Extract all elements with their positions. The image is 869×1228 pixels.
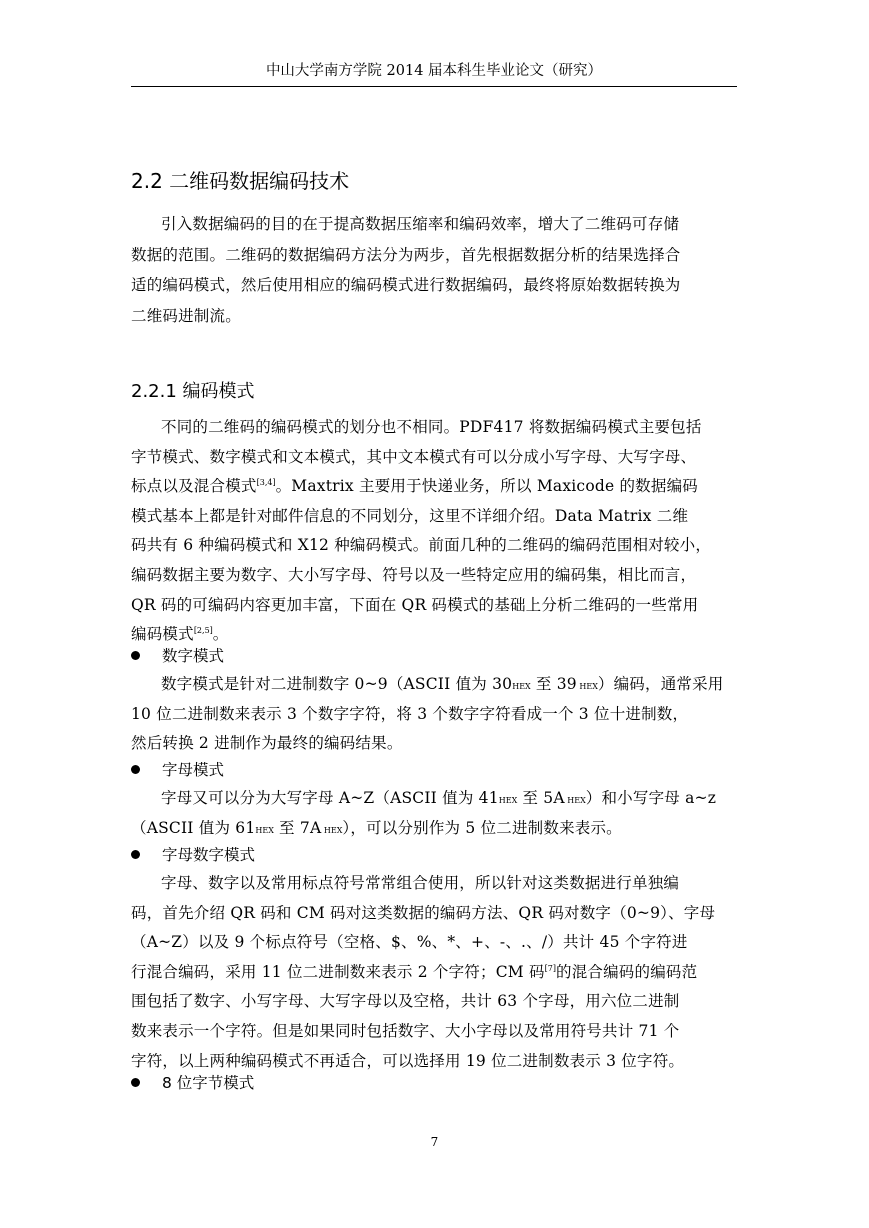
paragraph-line: 码共有 6 种编码模式和 X12 种编码模式。前面几种的二维码的编码范围相对较小， <box>131 536 712 555</box>
section-heading-2-2-1: 2.2.1 编码模式 <box>131 381 255 402</box>
text-segment: 字母又可以分为大写字母 A~Z（ASCII 值为 41 <box>161 789 499 807</box>
paragraph-line: 字符，以上两种编码模式不再适合，可以选择用 19 位二进制数表示 3 位字符。 <box>131 1051 685 1070</box>
text-segment: 编码模式 <box>131 625 194 644</box>
bullet-title: 数字模式 <box>162 647 225 665</box>
text-segment: 至 7A <box>273 818 322 837</box>
paragraph-line: 模式基本上都是针对邮件信息的不同划分，这里不详细介绍。Data Matrix 二维 <box>131 506 689 525</box>
section-heading-2-2: 2.2 二维码数据编码技术 <box>131 169 350 193</box>
paragraph-line: 数据的范围。二维码的数据编码方法分为两步，首先根据数据分析的结果选择合 <box>131 245 681 264</box>
paragraph-line: QR 码的可编码内容更加丰富，下面在 QR 码模式的基础上分析二维码的一些常用 <box>131 595 699 614</box>
text-segment: 。Maxtrix 主要用于快递业务，所以 Maxicode 的数据编码 <box>275 477 698 496</box>
text-segment: 行混合编码，采用 11 位二进制数来表示 2 个字符；CM 码 <box>131 962 545 981</box>
bullet-dot-icon <box>131 1078 140 1087</box>
running-header: 中山大学南方学院 2014 届本科生毕业论文（研究） <box>131 58 737 87</box>
text-segment: 标点以及混合模式 <box>131 477 257 496</box>
bullet-alphanumeric-mode <box>131 842 255 868</box>
bullet-dot-icon <box>131 765 140 774</box>
numeric-mode-paragraph <box>131 670 737 759</box>
bullet-byte-mode <box>131 1070 254 1096</box>
paragraph-line: 码，首先介绍 QR 码和 CM 码对这类数据的编码方法、QR 码对数字（0~9）、字母 <box>131 903 716 922</box>
paragraph-line <box>131 814 737 844</box>
bullet-title: 字母数字模式 <box>162 846 256 864</box>
section-2-2-1-intro <box>131 413 737 650</box>
bullet-alpha-mode <box>131 757 224 783</box>
hex-subscript: HEX <box>255 825 274 835</box>
paragraph-line <box>131 784 737 814</box>
text-segment: ）编码，通常采用 <box>597 675 724 693</box>
hex-subscript: HEX <box>564 796 586 805</box>
paragraph-line <box>131 958 737 988</box>
text-segment: ），可以分别作为 5 位二进制数来表示。 <box>342 818 622 837</box>
text-segment: 数字模式是针对二进制数字 0~9（ASCII 值为 30 <box>161 675 513 693</box>
paragraph-line: 围包括了数字、小写字母、大写字母以及空格，共计 63 个字母，用六位二进制 <box>131 992 680 1011</box>
paragraph-line: 数来表示一个字符。但是如果同时包括数字、大小字母以及常用符号共计 71 个 <box>131 1021 680 1040</box>
paragraph-line: 二维码进制流。 <box>131 306 241 325</box>
text-segment: 。 <box>212 625 229 644</box>
paragraph-line: 10 位二进制数来表示 3 个数字字符，将 3 个数字字符看成一个 3 位十进制数， <box>131 704 689 723</box>
page-number: 7 <box>430 1135 439 1149</box>
paragraph-line: 适的编码模式，然后使用相应的编码模式进行数据编码，最终将原始数据转换为 <box>131 276 681 294</box>
bullet-numeric-mode <box>131 643 224 669</box>
text-segment: 至 5A <box>517 789 565 807</box>
text-segment: 至 39 <box>530 675 577 693</box>
text-segment: （ASCII 值为 61 <box>131 818 256 837</box>
alpha-mode-paragraph <box>131 784 737 843</box>
paragraph-line: （A~Z）以及 9 个标点符号（空格、$、%、*、+、-、.、/）共计 45 个字符进 <box>131 933 688 952</box>
hex-subscript: HEX <box>321 825 343 835</box>
bullet-title: 字母模式 <box>162 761 225 779</box>
bullet-dot-icon <box>131 850 140 859</box>
section-2-2-paragraph <box>131 209 737 331</box>
hex-subscript: HEX <box>512 682 531 691</box>
alphanumeric-mode-paragraph <box>131 869 737 1076</box>
text-segment: 的混合编码的编码范 <box>556 962 698 981</box>
hex-subscript: HEX <box>498 796 518 805</box>
paragraph-line: 字节模式、数字模式和文本模式，其中文本模式有可以分成小写字母、大写字母、 <box>131 447 697 466</box>
citation-ref: [7] <box>544 963 556 973</box>
paragraph-line: 字母、数字以及常用标点符号常常组合使用，所以针对这类数据进行单独编 <box>161 874 680 892</box>
bullet-dot-icon <box>131 651 140 660</box>
bullet-title: 8 位字节模式 <box>162 1074 255 1092</box>
paragraph-line: 引入数据编码的目的在于提高数据压缩率和编码效率，增大了二维码可存储 <box>161 215 680 233</box>
citation-ref: [2,5] <box>193 626 213 636</box>
hex-subscript: HEX <box>576 682 598 691</box>
citation-ref: [3,4] <box>256 478 276 488</box>
text-segment: ）和小写字母 a~z <box>585 789 717 807</box>
paragraph-line: 编码数据主要为数字、大小写字母、符号以及一些特定应用的编码集，相比而言， <box>131 565 697 584</box>
paragraph-line: 不同的二维码的编码模式的划分也不相同。PDF417 将数据编码模式主要包括 <box>161 418 702 436</box>
paragraph-line <box>131 670 737 700</box>
paragraph-line <box>131 472 737 502</box>
paragraph-line: 然后转换 2 进制作为最终的编码结果。 <box>131 734 403 753</box>
